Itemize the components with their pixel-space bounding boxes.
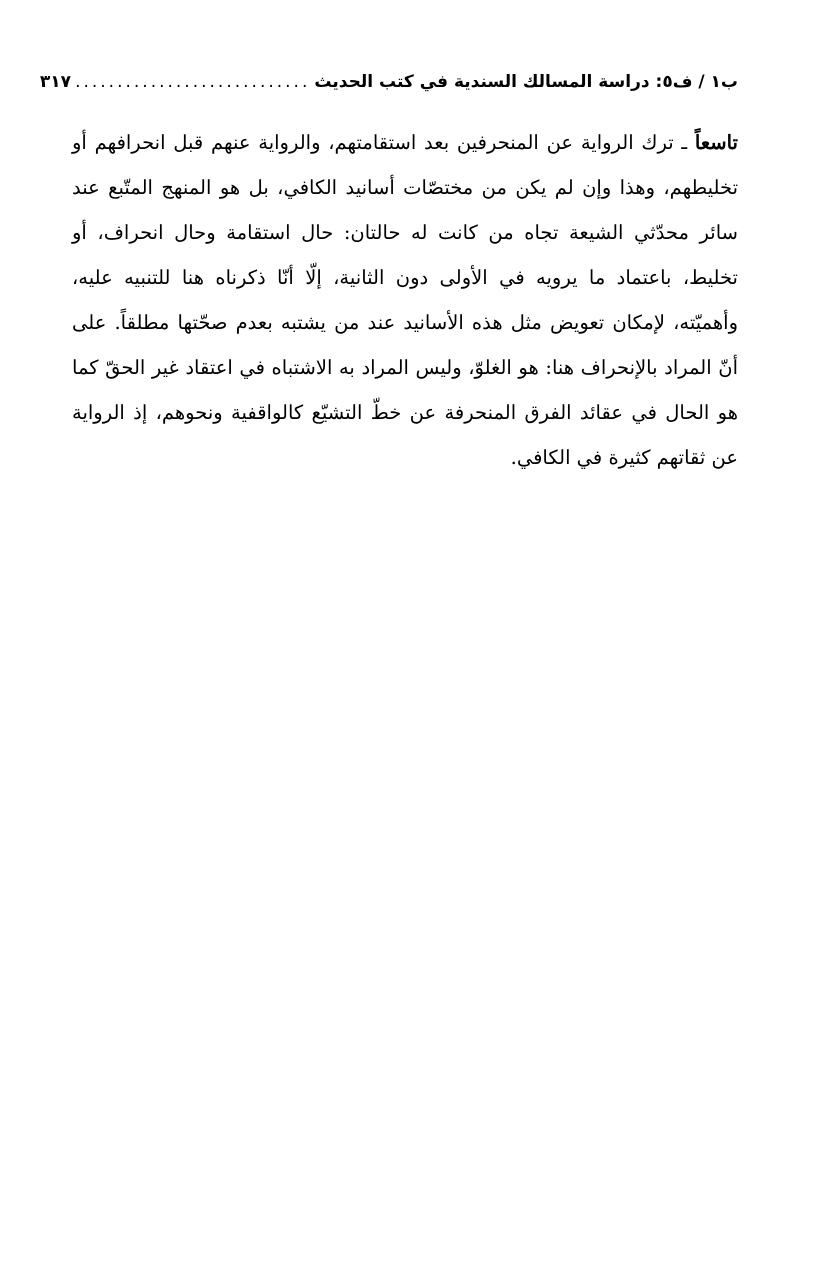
header-dot-leader: ............................ bbox=[75, 72, 311, 92]
running-header bbox=[39, 72, 738, 102]
body-paragraph bbox=[72, 120, 738, 480]
paragraph-text: ترك الرواية عن المنحرفين بعد استقامتهم، والرواية عنهم قبل انحرافهم أو تخليطهم، وهذا وإن لم يكن من مختصّات أسانيد الكافي، بل هو المنهج المتّبع عند سائر محدّثي الشيعة تجاه من كانت له حالتان: حال استقامة وحال انحراف، أو تخليط، باعتماد ما يرويه في الأولى دون الثانية، إلّا أنّا ذكرناه هنا للتنبيه عليه، وأهميّته، لإمكان تعويض مثل هذه الأسانيد عند من يشتبه بعدم صحّتها مطلقاً. على أنّ المراد بالإنحراف هنا: هو الغلوّ، وليس المراد به الاشتباه في اعتقاد غير الحقّ كما هو الحال في عقائد الفرق المنحرفة عن خطّ التشيّع كالواقفية ونحوهم، إذ الرواية عن ثقاتهم كثيرة في الكافي. bbox=[72, 131, 738, 469]
header-title: ب١ / ف٥: دراسة المسالك السندية في كتب الحديث bbox=[314, 72, 738, 92]
paragraph-dash: ـ bbox=[673, 131, 695, 154]
paragraph-lead-word: تاسعاً bbox=[694, 131, 738, 154]
page-number: ٣١٧ bbox=[39, 72, 72, 92]
